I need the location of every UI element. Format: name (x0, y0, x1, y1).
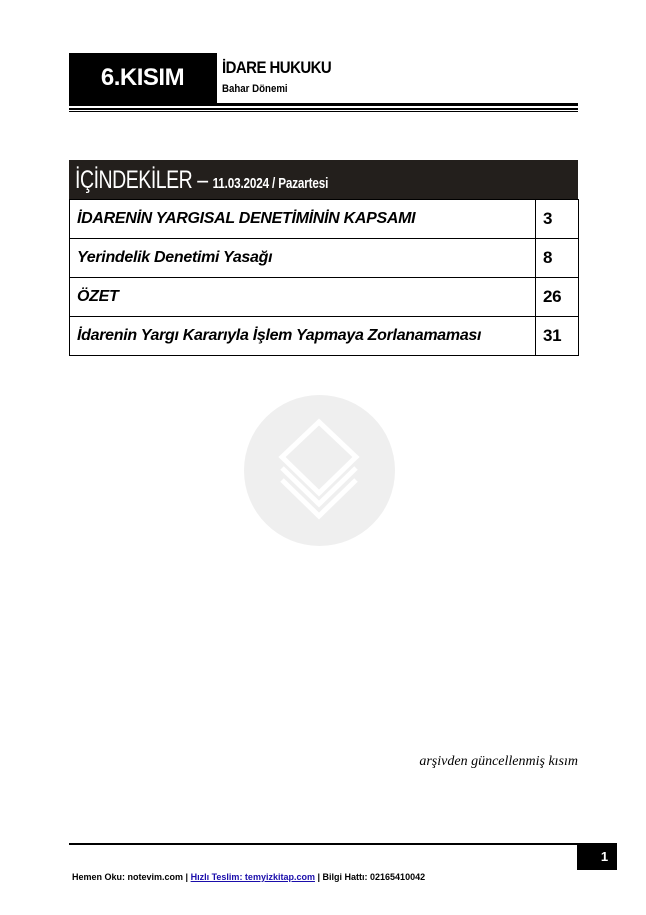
layers-icon (244, 395, 395, 546)
toc-heading (69, 160, 578, 200)
toc-title: İÇİNDEKİLER – (75, 166, 208, 194)
toc-entry-title[interactable]: ÖZET (70, 278, 536, 317)
toc-heading-text (75, 166, 328, 195)
document-subtitle: Bahar Dönemi (222, 83, 288, 95)
toc-date: 11.03.2024 / Pazartesi (212, 175, 329, 192)
page-number: 1 (577, 843, 617, 870)
header-rule-top (69, 103, 578, 106)
toc-table (69, 199, 579, 356)
footer-hotline: Bilgi Hattı: 02165410042 (322, 872, 426, 882)
footer-info (72, 872, 425, 882)
toc-entry-title[interactable]: İdarenin Yargı Kararıyla İşlem Yapmaya Zorlanamaması (70, 317, 536, 356)
section-label (69, 53, 216, 103)
toc-entry-page: 8 (536, 239, 579, 278)
footer-separator: | (185, 872, 189, 882)
header-rule-bottom (69, 111, 578, 112)
document-title: İDARE HUKUKU (222, 58, 332, 77)
toc-row[interactable] (70, 278, 579, 317)
header-divider (216, 53, 217, 103)
toc-entry-page: 31 (536, 317, 579, 356)
footer-separator: | (317, 872, 321, 882)
toc-entry-page: 26 (536, 278, 579, 317)
toc-row[interactable] (70, 239, 579, 278)
header-rule-mid (69, 108, 578, 110)
toc-entry-title[interactable]: Yerindelik Denetimi Yasağı (70, 239, 536, 278)
toc-row[interactable] (70, 317, 579, 356)
footer-read-label: Hemen Oku: notevim.com (72, 872, 184, 882)
toc-entry-title[interactable]: İDARENİN YARGISAL DENETİMİNİN KAPSAMI (70, 200, 536, 239)
section-label-text: 6.KISIM (100, 64, 185, 91)
archive-note: arşivden güncellenmiş kısım (419, 754, 578, 769)
toc-entry-page: 3 (536, 200, 579, 239)
footer-fast-link[interactable]: Hızlı Teslim: temyizkitap.com (190, 872, 315, 882)
toc-row[interactable] (70, 200, 579, 239)
footer-rule (69, 843, 578, 845)
